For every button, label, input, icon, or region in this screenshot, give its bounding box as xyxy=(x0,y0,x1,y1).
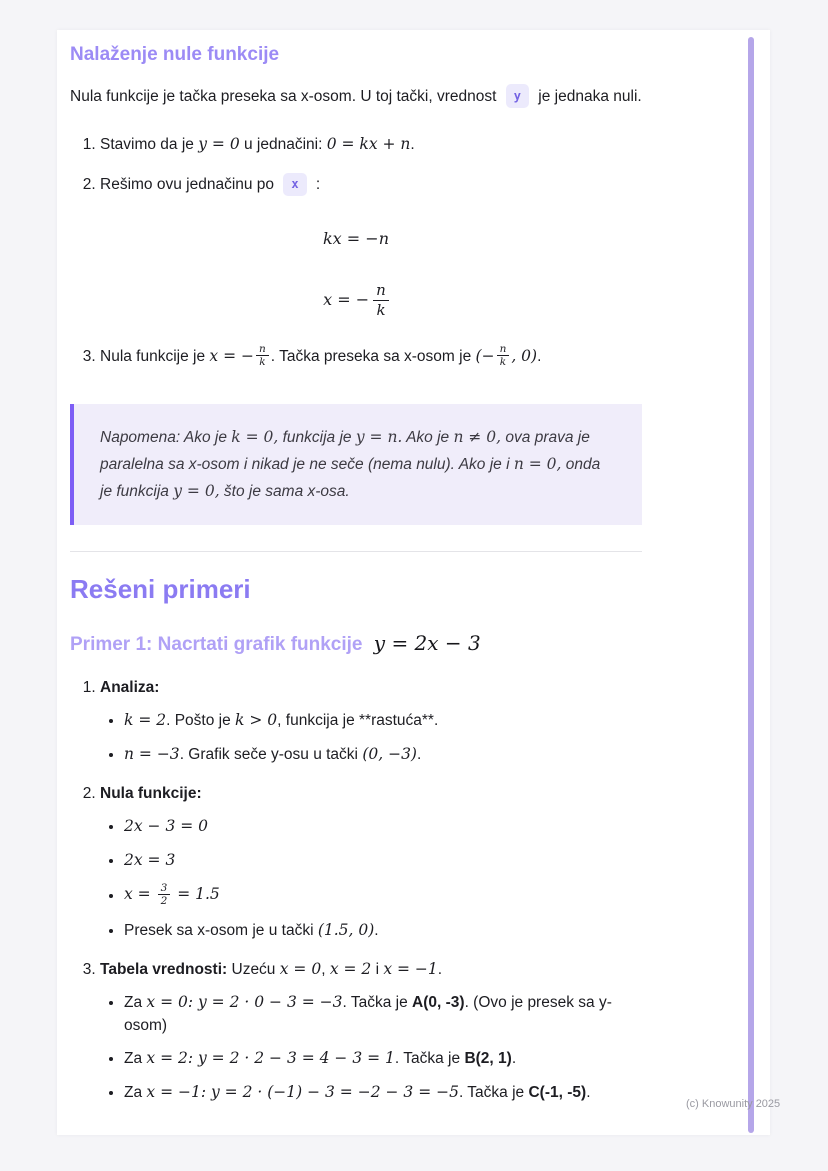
bullet-item xyxy=(124,919,642,942)
intro-text-after: je jednaka nuli. xyxy=(538,88,642,105)
equation-block-2 xyxy=(70,282,642,319)
plain-text: i xyxy=(371,960,384,978)
steps-list xyxy=(70,132,642,197)
tabela-intro-text xyxy=(227,961,442,978)
step-item-2 xyxy=(100,173,642,197)
math-text: x = 0: y = 2 · 0 − 3 = −3 xyxy=(146,993,343,1012)
math-text: (− xyxy=(475,346,495,365)
scrollbar-thumb[interactable] xyxy=(748,37,754,1133)
example-item-analiza xyxy=(100,676,642,766)
plain-text: . Pošto je xyxy=(166,712,236,730)
math-text: 2x − 3 = 0 xyxy=(124,817,209,836)
example-1-heading-math: y = 2x − 3 xyxy=(373,630,481,655)
plain-text: . xyxy=(437,960,443,978)
steps-list-continued xyxy=(70,343,642,369)
math-text: n = −3 xyxy=(124,744,180,763)
plain-text: . Tačka je xyxy=(458,1083,529,1101)
section-divider xyxy=(70,551,642,552)
inline-fraction: $\frac{n}{k}$ xyxy=(497,343,510,369)
bullet-item xyxy=(124,882,642,908)
math-text: x = −1 xyxy=(383,959,438,978)
math-text: y = n. xyxy=(355,427,403,446)
math-text: k = 2 xyxy=(124,711,167,730)
math-text: 0 = kx + n xyxy=(326,135,411,154)
bullet-item xyxy=(124,1047,642,1070)
math-text: x = − xyxy=(209,346,254,365)
step-2-text-after: : xyxy=(315,176,321,194)
math-text: k = 0, xyxy=(231,427,279,446)
math-text: x = xyxy=(124,885,156,904)
math-text: (1.5, 0) xyxy=(317,920,375,939)
plain-text: , funkcija je **rastuća**. xyxy=(277,712,439,730)
inline-code-x: x xyxy=(283,173,306,196)
inline-code-y: y xyxy=(506,84,529,108)
plain-text: . xyxy=(511,1050,517,1068)
plain-text: Uzeću xyxy=(227,960,280,978)
example-1-heading-text: Primer 1: Nacrtati grafik funkcije xyxy=(70,633,363,655)
watermark: (c) Knowunity 2025 xyxy=(686,1098,781,1110)
document-sheet xyxy=(57,30,770,1135)
plain-text: . Grafik seče y-osu u tački xyxy=(179,745,363,763)
section-heading-nule: Nalaženje nule funkcije xyxy=(70,44,280,65)
plain-text: Nula funkcije je xyxy=(100,347,210,365)
step-item-3 xyxy=(100,343,642,369)
math-text: , 0) xyxy=(511,346,538,365)
equation-2-prefix: x = − xyxy=(323,290,370,310)
math-text: (0, −3) xyxy=(362,744,417,763)
plain-text: Napomena: Ako je xyxy=(100,428,232,446)
item-label-analiza: Analiza: xyxy=(100,678,160,696)
analiza-bullet-list xyxy=(100,709,642,766)
plain-text: . (Ovo je presek sa y-osom) xyxy=(124,994,612,1034)
bold-text: A(0, -3) xyxy=(412,994,465,1012)
math-text: y = 0, xyxy=(173,481,220,500)
plain-text: u jednačini: xyxy=(239,136,327,154)
bullet-item xyxy=(124,1081,642,1104)
plain-text: funkcija je xyxy=(278,428,356,446)
item-label-tabela: Tabela vrednosti: xyxy=(100,960,228,978)
plain-text: Za xyxy=(124,1083,147,1101)
example-1-heading xyxy=(70,631,642,656)
example-list xyxy=(70,676,642,1104)
equation-block-1 xyxy=(70,229,642,248)
math-text: x = 2 xyxy=(329,959,372,978)
plain-text: . xyxy=(586,1083,591,1101)
bold-text: C(-1, -5) xyxy=(528,1083,587,1101)
inline-fraction: $\frac{n}{k}$ xyxy=(256,343,269,369)
step-1-text xyxy=(100,136,415,153)
bullet-item xyxy=(124,743,642,766)
intro-paragraph xyxy=(70,84,642,110)
fraction-denominator: k xyxy=(373,300,389,320)
math-text: k > 0 xyxy=(235,711,278,730)
display-fraction xyxy=(373,282,389,319)
fraction-numerator: n xyxy=(376,281,386,300)
step-3-text xyxy=(100,343,542,369)
plain-text: Za xyxy=(124,994,147,1012)
math-text: y = 0 xyxy=(198,135,240,154)
math-text: x = −1: y = 2 · (−1) − 3 = −2 − 3 = −5 xyxy=(146,1082,459,1101)
math-text: = 1.5 xyxy=(172,885,220,904)
intro-text-before: Nula funkcije je tačka preseka sa x-osom. U toj tački, vrednost xyxy=(70,88,497,105)
example-item-tabela xyxy=(100,958,642,1104)
plain-text: onda je funkcija xyxy=(100,455,601,500)
plain-text: . xyxy=(537,347,542,365)
math-text: n ≠ 0, xyxy=(453,427,502,446)
plain-text: . Tačka je xyxy=(342,994,413,1012)
plain-text: Presek sa x-osom je u tački xyxy=(124,921,318,939)
plain-text: . xyxy=(416,745,422,763)
note-box xyxy=(70,404,642,525)
plain-text: ova prava je paralelna sa x-osom i nikad je ne seče (nema nulu). Ako je i xyxy=(100,428,590,473)
step-item-1 xyxy=(100,132,642,157)
plain-text: što je sama x-osa. xyxy=(219,482,350,500)
plain-text: Za xyxy=(124,1050,147,1068)
math-text: x = 2: y = 2 · 2 − 3 = 4 − 3 = 1 xyxy=(146,1049,395,1068)
bullet-item xyxy=(124,849,642,872)
math-text: 2x = 3 xyxy=(124,850,176,869)
document-content xyxy=(57,30,770,1104)
math-text: n = 0, xyxy=(513,454,562,473)
tabela-bullet-list xyxy=(100,991,642,1104)
plain-text: , xyxy=(321,960,330,978)
note-text xyxy=(100,424,616,505)
example-item-nula-funkcije xyxy=(100,782,642,942)
nula-bullet-list xyxy=(100,815,642,942)
plain-text: . xyxy=(410,136,415,154)
equation-1-text: kx = −n xyxy=(322,229,389,249)
plain-text: Stavimo da je xyxy=(100,136,199,154)
plain-text: . xyxy=(374,921,379,939)
plain-text: . Tačka je xyxy=(394,1050,465,1068)
bold-text: B(2, 1) xyxy=(464,1050,512,1068)
inline-fraction: $\frac{3}{2}$ xyxy=(158,882,171,908)
section-heading-reseni-primeri: Rešeni primeri xyxy=(70,573,251,604)
plain-text: Ako je xyxy=(402,428,454,446)
plain-text: . Tačka preseka sa x-osom je xyxy=(270,347,476,365)
bullet-item xyxy=(124,991,642,1037)
bullet-item xyxy=(124,815,642,838)
math-text: x = 0 xyxy=(279,959,322,978)
bullet-item xyxy=(124,709,642,732)
step-2-text-before: Rešimo ovu jednačinu po xyxy=(100,176,275,194)
item-label-nula: Nula funkcije: xyxy=(100,785,202,803)
